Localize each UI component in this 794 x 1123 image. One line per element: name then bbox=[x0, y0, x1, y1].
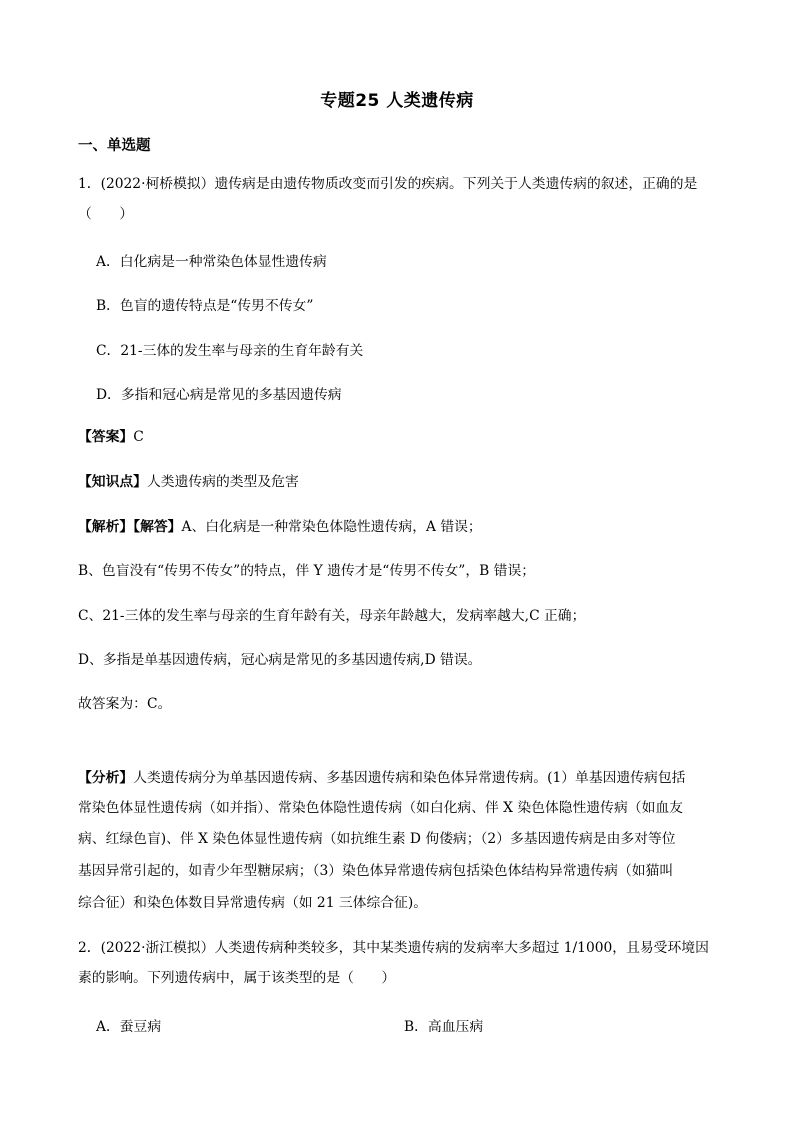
q1-final-answer: 故答案为：C。 bbox=[78, 696, 172, 712]
q1-knowledge-point bbox=[78, 472, 299, 492]
fenxi-label: 【分析】 bbox=[78, 770, 134, 786]
q1-answer bbox=[78, 427, 144, 447]
q1-fenxi-line-3: 病、红绿色盲)、伴 X 染色体显性遗传病（如抗维生素 D 佝偻病；（2）多基因遗传病是由多对等位 bbox=[78, 831, 676, 847]
q1-analysis-line-1 bbox=[78, 517, 482, 537]
answer-value: C bbox=[133, 429, 144, 445]
q1-stem-line-2: （ ） bbox=[78, 206, 134, 222]
q1-stem-line-1: 1．(2022·柯桥模拟）遗传病是由遗传物质改变而引发的疾病。下列关于人类遗传病的叙述，正确的是 bbox=[78, 176, 698, 192]
q1-analysis-line-4: D、多指是单基因遗传病，冠心病是常见的多基因遗传病,D 错误。 bbox=[78, 652, 482, 668]
q2-option-a: A．蚕豆病 bbox=[96, 1019, 162, 1035]
q1-fenxi-line-4: 基因异常引起的，如青少年型糖尿病；（3）染色体异常遗传病包括染色体结构异常遗传病（如猫叫 bbox=[78, 863, 674, 879]
q1-option-c: C．21-三体的发生率与母亲的生育年龄有关 bbox=[96, 343, 364, 359]
answer-label: 【答案】 bbox=[78, 429, 134, 445]
q1-option-d: D．多指和冠心病是常见的多基因遗传病 bbox=[96, 387, 342, 403]
q1-fenxi-line-5: 综合征）和染色体数目异常遗传病（如 21 三体综合征)。 bbox=[78, 895, 428, 911]
q1-fenxi-line-2: 常染色体显性遗传病（如并指）、常染色体隐性遗传病（如白化病、伴 X 染色体隐性遗传病（如血友 bbox=[78, 800, 683, 816]
fenxi-text-1: 人类遗传病分为单基因遗传病、多基因遗传病和染色体异常遗传病。(1）单基因遗传病包括 bbox=[133, 770, 686, 786]
q1-option-b: B．色盲的遗传特点是“传男不传女” bbox=[96, 298, 314, 314]
analysis-text-1: A、白化病是一种常染色体隐性遗传病，A 错误； bbox=[181, 519, 482, 535]
page-title: 专题25 人类遗传病 bbox=[320, 91, 474, 111]
knowledge-label: 【知识点】 bbox=[78, 474, 147, 490]
section-heading: 一、单选题 bbox=[78, 138, 151, 154]
q1-analysis-line-3: C、21-三体的发生率与母亲的生育年龄有关，母亲年龄越大，发病率越大,C 正确； bbox=[78, 608, 586, 624]
analysis-label: 【解析】【解答】 bbox=[78, 519, 182, 535]
q2-stem-line-2: 素的影响。下列遗传病中，属于该类型的是（ ） bbox=[78, 970, 396, 986]
q1-analysis-line-2: B、色盲没有“传男不传女”的特点，伴 Y 遗传才是“传男不传女”，B 错误； bbox=[78, 563, 536, 579]
q2-option-b: B．高血压病 bbox=[404, 1019, 484, 1035]
q2-stem-line-1: 2．(2022·浙江模拟）人类遗传病种类较多，其中某类遗传病的发病率大多超过 1/1000，且易受环境因 bbox=[78, 940, 709, 956]
q1-option-a: A．白化病是一种常染色体显性遗传病 bbox=[96, 254, 327, 270]
knowledge-value: 人类遗传病的类型及危害 bbox=[146, 474, 299, 490]
q1-fenxi-line-1 bbox=[78, 768, 685, 788]
